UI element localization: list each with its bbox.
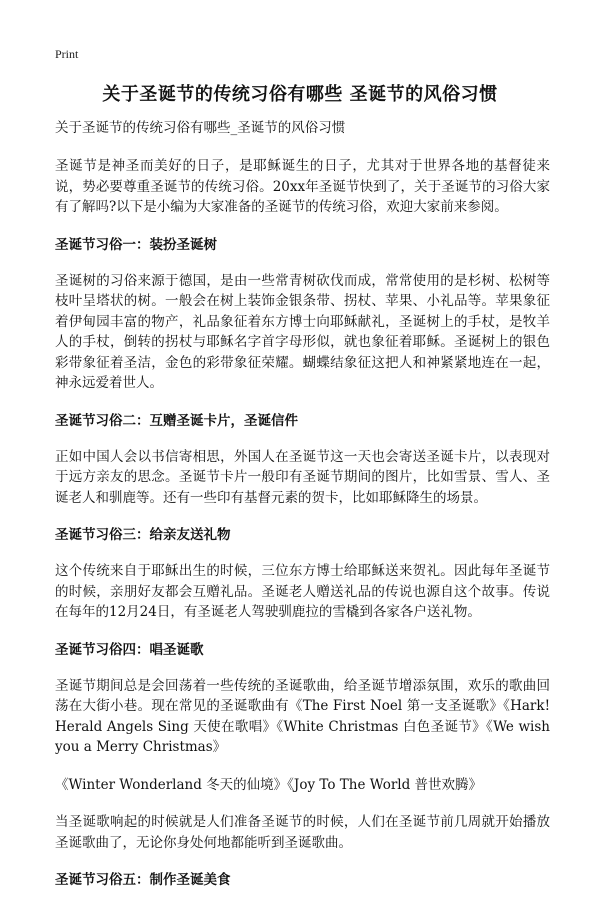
section-body-4-closing: 当圣诞歌响起的时候就是人们准备圣诞节的时候，人们在圣诞节前几周就开始播放圣诞歌曲了，无论你身处何地都能听到圣诞歌曲。: [55, 814, 550, 851]
intro-paragraph: 圣诞节是神圣而美好的日子，是耶稣诞生的日子，尤其对于世界各地的基督徒来说，势必要尊重圣诞节的传统习俗。20xx年圣诞节快到了，关于圣诞节的习俗大家有了解吗?以下是小编为大家准备的圣诞节的传统习俗，欢迎大家前来参阅。: [55, 158, 550, 215]
page-title: 关于圣诞节的传统习俗有哪些 圣诞节的风俗习惯: [102, 84, 498, 105]
section-heading-1: 圣诞节习俗一：装扮圣诞树: [55, 236, 217, 253]
article-subtitle: 关于圣诞节的传统习俗有哪些_圣诞节的风俗习惯: [55, 120, 346, 136]
section-heading-3: 圣诞节习俗三：给亲友送礼物: [55, 527, 231, 543]
section-body-2: 正如中国人会以书信寄相思，外国人在圣诞节这一天也会寄送圣诞卡片，以表现对于远方亲友的思念。圣诞节卡片一般印有圣诞节期间的图片，比如雪景、雪人、圣诞老人和驯鹿等。还有一些印有基督元素的贺卡，比如耶稣降生的场景。: [55, 448, 550, 506]
section-heading-2: 圣诞节习俗二：互赠圣诞卡片，圣诞信件: [55, 412, 298, 429]
print-link[interactable]: Print: [55, 47, 79, 61]
section-body-4-songs: 《Winter Wonderland 冬天的仙境》《Joy To The World 普世欢腾》: [55, 776, 483, 793]
section-body-3: 这个传统来自于耶稣出生的时候，三位东方博士给耶稣送来贺礼。因此每年圣诞节的时候，亲朋好友都会互赠礼品。圣诞老人赠送礼品的传说也源自这个故事。传说在每年的12月24日，有圣诞老人驾驶驯鹿拉的雪橇到各家各户送礼物。: [55, 563, 550, 620]
section-heading-4: 圣诞节习俗四：唱圣诞歌: [55, 641, 204, 658]
section-body-4: 圣诞节期间总是会回荡着一些传统的圣诞歌曲，给圣诞节增添氛围，欢乐的歌曲回荡在大街小巷。现在常见的圣诞歌曲有《The First Noel 第一支圣诞歌》《Hark! Herald Angels Sing 天使在歌唱》《White Christmas 白色圣诞节》《We wish you a Merry Christmas》: [55, 677, 550, 755]
section-body-1: 圣诞树的习俗来源于德国，是由一些常青树砍伐而成，常常使用的是杉树、松树等枝叶呈塔状的树。一般会在树上装饰金银条带、拐杖、苹果、小礼品等。苹果象征着伊甸园丰富的物产，礼品象征着东方博士向耶稣献礼，圣诞树上的手杖，是牧羊人的手杖，倒转的拐杖与耶稣名字首字母形似，就也象征着耶稣。圣诞树上的银色彩带象征着圣洁，金色的彩带象征荣耀。蝴蝶结象征这把人和神紧紧地连在一起，神永远爱着世人。: [55, 272, 550, 391]
article-body: [55, 118, 550, 906]
section-heading-5: 圣诞节习俗五：制作圣诞美食: [55, 872, 231, 888]
